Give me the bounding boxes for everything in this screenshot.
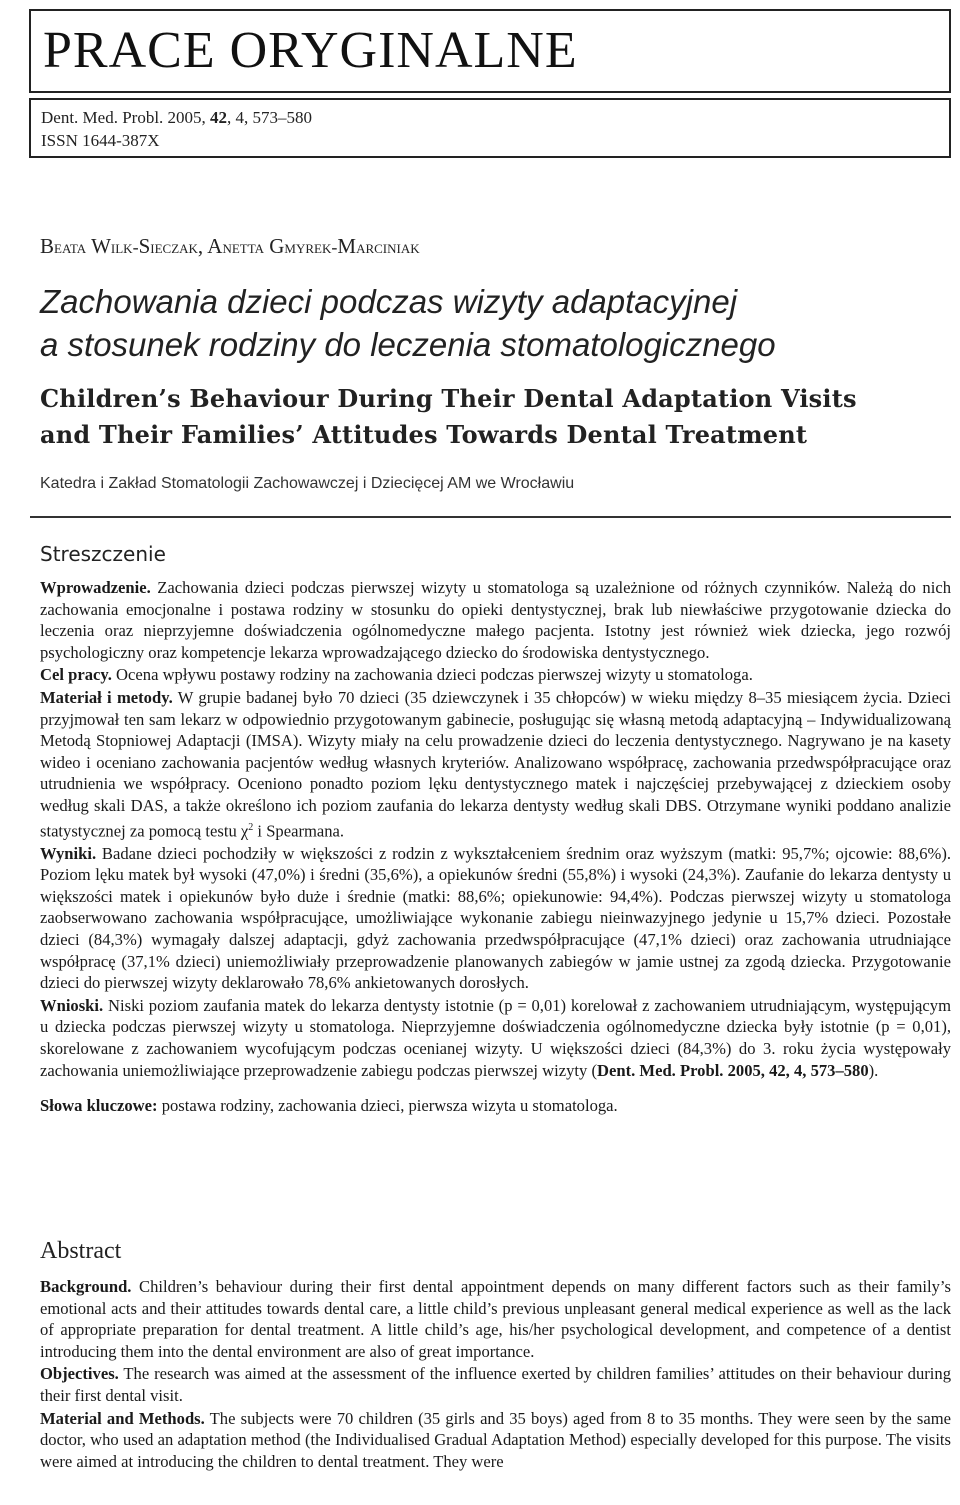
label-keywords: Słowa kluczowe: xyxy=(40,1096,158,1116)
citation-prefix: Dent. Med. Probl. 2005, xyxy=(41,108,211,127)
authors-line xyxy=(40,234,420,259)
paragraph-material xyxy=(40,687,951,842)
citation-suffix: , 4, 573–580 xyxy=(227,108,313,127)
paragraph-wprowadzenie xyxy=(40,577,951,663)
text-objectives: The research was aimed at the assessment of the influence exerted by children families’ attitudes on their behaviour during their first dental visit. xyxy=(40,1364,951,1405)
label-wnioski: Wnioski. xyxy=(40,995,104,1015)
wnioski-end: ). xyxy=(868,1060,879,1080)
author1-last-rest: ilk- xyxy=(110,237,139,257)
authors-separator: , xyxy=(197,234,208,258)
title-polish-line1: Zachowania dzieci podczas wizyty adaptacyjnej xyxy=(40,283,738,320)
chi-superscript: 2 xyxy=(248,821,254,833)
author1-first-initial: B xyxy=(40,234,55,258)
abstract-heading: Abstract xyxy=(40,1238,122,1264)
author1-first-rest: eata xyxy=(54,237,87,257)
author2-first-rest: netta xyxy=(222,237,264,257)
label-background: Background. xyxy=(40,1277,132,1296)
text-cel: Ocena wpływu postawy rodziny na zachowania dzieci podczas pierwszej wizyty u stomatologa. xyxy=(111,665,753,685)
author1-last2-initial: S xyxy=(138,234,151,258)
label-methods: Material and Methods. xyxy=(40,1408,205,1428)
paragraph-wnioski xyxy=(40,995,951,1081)
author2-first-initial: A xyxy=(207,234,223,258)
header-divider xyxy=(30,516,951,518)
text-wnioski: Niski poziom zaufania matek do lekarza dentysty istotnie (p = 0,01) korelował z zachowaniem utrudniającym, występującym u dziecka podczas pierwszej wizyty u stomatologa. Nieprzyjemne doświadczenia ogólnomedyczne dziecka były istotnie (p = 0,01), skorelowane z zachowaniem wycofującym podczas ocenianej wizyty. U większości dzieci (84,3%) do 3. roku życia występowały zachowania uniemożliwiające przeprowadzenie zabiegu podczas pierwszej wizyty ( xyxy=(40,995,951,1080)
paragraph-wyniki xyxy=(40,843,951,994)
label-material: Materiał i metody. xyxy=(40,687,173,707)
abstract-body xyxy=(40,1276,951,1473)
author1-last-initial: W xyxy=(91,234,111,258)
citation-volume: 42 xyxy=(210,108,228,127)
journal-meta-box xyxy=(29,98,951,158)
label-wprowadzenie: Wprowadzenie. xyxy=(40,578,151,597)
journal-citation xyxy=(41,108,312,128)
author1-last2-rest: ieczak xyxy=(150,237,198,257)
text-material-2: i Spearmana. xyxy=(253,821,345,841)
text-keywords: postawa rodziny, zachowania dzieci, pierwsza wizyta u stomatologa. xyxy=(157,1096,618,1116)
title-polish-line2: a stosunek rodziny do leczenia stomatologicznego xyxy=(40,326,776,363)
streszczenie-heading: Streszczenie xyxy=(40,542,166,566)
paragraph-background xyxy=(40,1276,951,1362)
paragraph-cel xyxy=(40,664,951,686)
wnioski-citation: Dent. Med. Probl. 2005, 42, 4, 573–580 xyxy=(597,1060,869,1080)
section-header-box xyxy=(29,9,951,93)
author2-last-rest: myrek- xyxy=(284,237,338,257)
journal-issn: ISSN 1644-387X xyxy=(41,131,160,150)
title-english-line1: Children’s Behaviour During Their Dental Adaptation Visits xyxy=(40,384,857,413)
paragraph-methods xyxy=(40,1408,951,1473)
text-wprowadzenie: Zachowania dzieci podczas pierwszej wizyty u stomatologa są uzależnione od różnych czynników. Należą do nich zachowania emocjonalne i postawa rodziny w stosunku do opieki dentystycznej, brak lub niewłaściwe przygotowanie dziecka do leczenia oraz nieprzyjemne doświadczenia ogólnomedyczne małego pacjenta. Istotny jest również wiek dziecka, jego rozwój psychologiczny oraz kompetencje lekarza wprowadzającego dziecko do środowiska dentystycznego. xyxy=(40,578,951,662)
chi-symbol: χ xyxy=(240,821,249,841)
section-header-title: PRACE ORYGINALNE xyxy=(43,22,578,79)
label-wyniki: Wyniki. xyxy=(40,843,97,863)
text-methods: The subjects were 70 children (35 girls and 35 boys) aged from 8 to 35 months. They were seen by the same doctor, who used an adaptation method (the Individualised Gradual Adaptation Method) especially developed for this purpose. The visits were aimed at introducing the children to dental treatment. They were xyxy=(40,1408,951,1471)
paragraph-keywords xyxy=(40,1095,951,1117)
text-material-1: W grupie badanej było 70 dzieci (35 dziewczynek i 35 chłopców) w wieku między 8–35 miesiącem życia. Dzieci przyjmował ten sam lekarz w odpowiednio przygotowanym gabinecie, posługując się własną metodą adaptacyjną – Indywidualizowaną Metodą Stopniowej Adaptacji (IMSA). Wizyty miały na celu prowadzenie dzieci do leczenia dentystycznego. Nagrywano je na kasety wideo i oceniano zachowania pacjentów według własnych kryteriów. Analizowano współpracę, zachowania przedwspółpracujące oraz utrudnienia we współpracy. Oceniono ponadto poziom lęku dentystycznego matek i najczęściej przebywającej z dzieckiem osoby według skali DAS, a także określono ich poziom zaufania do lekarza dentysty według skali DBS. Otrzymane wyniki poddano analizie statystycznej za pomocą testu xyxy=(40,687,951,841)
author2-last2-initial: M xyxy=(337,234,357,258)
label-cel: Cel pracy. xyxy=(40,665,112,685)
author2-last-initial: G xyxy=(269,234,285,258)
text-wyniki: Badane dzieci pochodziły w większości z rodzin z wykształceniem średnim oraz wyższym (matki: 95,7%; ojcowie: 88,6%). Poziom lęku matek był wysoki (47,0%) i średni (35,6%), a opiekunów średni (55,8%) i wysoki (24,3%). Zaufanie do lekarza dentysty u większości matek i opiekunów było duże i średnie (matki: 88,6%; opiekunowie: 94,4%). Podczas pierwszej wizyty u stomatologa zaobserwowano zachowania współpracujące, umożliwiające wykonanie zabiegu nieinwazyjnego jedynie u 15,7% dzieci. Pozostałe dzieci (84,3%) wymagały dalszej adaptacji, gdyż zachowania przedwspółpracujące (47,1% dzieci) oraz zachowania utrudniające współpracę (37,1% dzieci) uniemożliwiały przeprowadzenie planowanych zabiegów w jamie ustnej za zgodą dziecka. Przygotowanie dzieci do pierwszej wizyty deklarowało 78,6% ankietowanych dorosłych. xyxy=(40,843,951,993)
paragraph-objectives xyxy=(40,1363,951,1406)
affiliation: Katedra i Zakład Stomatologii Zachowawczej i Dziecięcej AM we Wrocławiu xyxy=(40,475,575,492)
label-objectives: Objectives. xyxy=(40,1364,119,1384)
title-english-line2: and Their Families’ Attitudes Towards Dental Treatment xyxy=(40,420,808,449)
streszczenie-body xyxy=(40,577,951,1118)
author2-last2-rest: arciniak xyxy=(356,237,420,257)
text-background: Children’s behaviour during their first dental appointment depends on many different factors such as their family’s emotional acts and their attitudes towards dental care, a little child’s previous unpleasant general medical experience as well as the lack of appropriate preparation for dental treatment. A little child’s age, his/her psychological development, and competence of a dentist introducing them into the dental environment are also of great importance. xyxy=(40,1277,951,1361)
